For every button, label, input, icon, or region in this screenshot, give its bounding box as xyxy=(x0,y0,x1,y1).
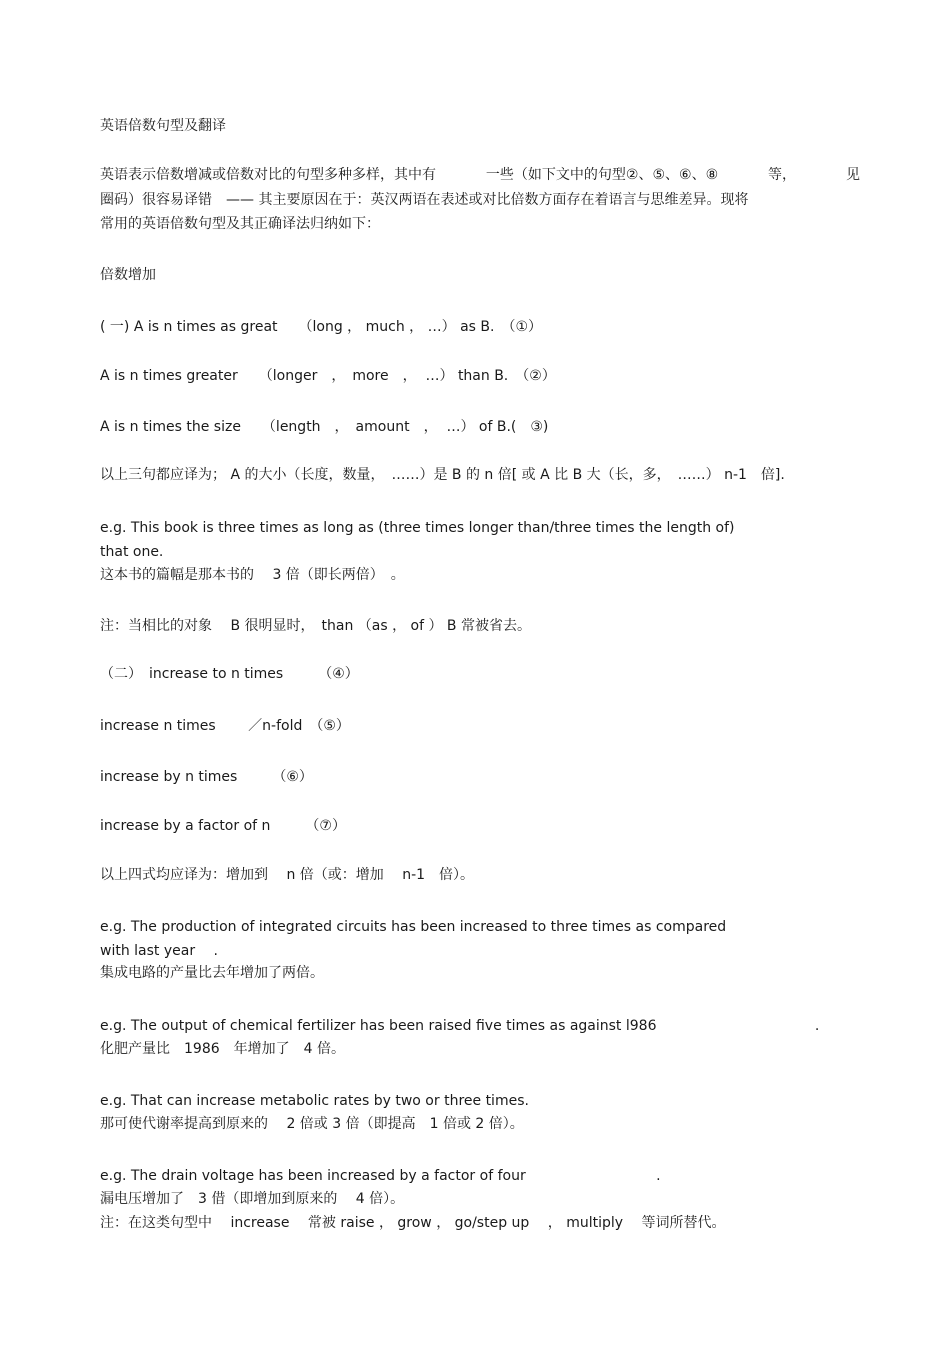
intro-text-part: 见 xyxy=(845,167,860,183)
intro-paragraph-line-2: 圈码）很容易译错 —— 其主要原因在于：英汉两语在表述或对比倍数方面存在着语言与思维差异。现将 xyxy=(100,192,749,208)
pattern-5: increase n times ／n-fold （⑤） xyxy=(100,718,350,734)
example-5-english: e.g. The drain voltage has been increased by a factor of four . xyxy=(100,1168,661,1184)
example-2-english-line-1: e.g. The production of integrated circuits has been increased to three times as compared xyxy=(100,919,727,935)
pattern-7: increase by a factor of n （⑦） xyxy=(100,818,346,834)
example-1-english-line-2: that one. xyxy=(100,544,164,560)
pattern-2: A is n times greater （longer ， more ， …） than B. （②） xyxy=(100,368,556,384)
pattern-6: increase by n times （⑥） xyxy=(100,769,313,785)
pattern-1: ( 一) A is n times as great （long ， much ， …） as B. （①） xyxy=(100,319,542,335)
translation-rule-2: 以上四式均应译为：增加到 n 倍（或：增加 n-1 倍）。 xyxy=(100,867,475,883)
example-2-english-line-2: with last year . xyxy=(100,943,218,959)
note-1: 注：当相比的对象 B 很明显时， than （as ， of ） B 常被省去。 xyxy=(100,618,531,634)
example-2-chinese: 集成电路的产量比去年增加了两倍。 xyxy=(100,965,324,981)
example-4-chinese: 那可使代谢率提高到原来的 2 倍或 3 倍（即提高 1 倍或 2 倍）。 xyxy=(100,1116,524,1132)
example-4-english: e.g. That can increase metabolic rates by two or three times. xyxy=(100,1093,529,1109)
pattern-4: （二） increase to n times （④） xyxy=(100,666,359,682)
example-3-chinese: 化肥产量比 1986 年增加了 4 倍。 xyxy=(100,1041,345,1057)
intro-paragraph-line-3: 常用的英语倍数句型及其正确译法归纳如下： xyxy=(100,216,380,232)
translation-rule-1: 以上三句都应译为； A 的大小（长度，数量， ……）是 B 的 n 倍[ 或 A 比 B 大（长，多， ……） n-1 倍]. xyxy=(100,467,785,483)
example-1-english-line-1: e.g. This book is three times as long as (three times longer than/three times the length of) xyxy=(100,520,735,536)
note-2: 注：在这类句型中 increase 常被 raise ， grow ， go/step up ， multiply 等词所替代。 xyxy=(100,1215,726,1231)
intro-paragraph-line-1 xyxy=(100,166,860,184)
intro-text-part: 等， xyxy=(768,167,797,183)
intro-text-part: 一些（如下文中的句型②、⑤、⑥、⑧ xyxy=(485,167,719,183)
pattern-3: A is n times the size （length ， amount ， …） of B.( ③) xyxy=(100,419,549,435)
document-title: 英语倍数句型及翻译 xyxy=(100,118,226,134)
example-1-chinese: 这本书的篇幅是那本书的 3 倍（即长两倍） 。 xyxy=(100,567,405,583)
section-heading: 倍数增加 xyxy=(100,267,156,283)
example-3-english: e.g. The output of chemical fertilizer has been raised five times as against l986 . xyxy=(100,1018,820,1034)
example-5-chinese: 漏电压增加了 3 借（即增加到原来的 4 倍）。 xyxy=(100,1191,405,1207)
intro-text-part: 英语表示倍数增减或倍数对比的句型多种多样，其中有 xyxy=(100,167,436,183)
